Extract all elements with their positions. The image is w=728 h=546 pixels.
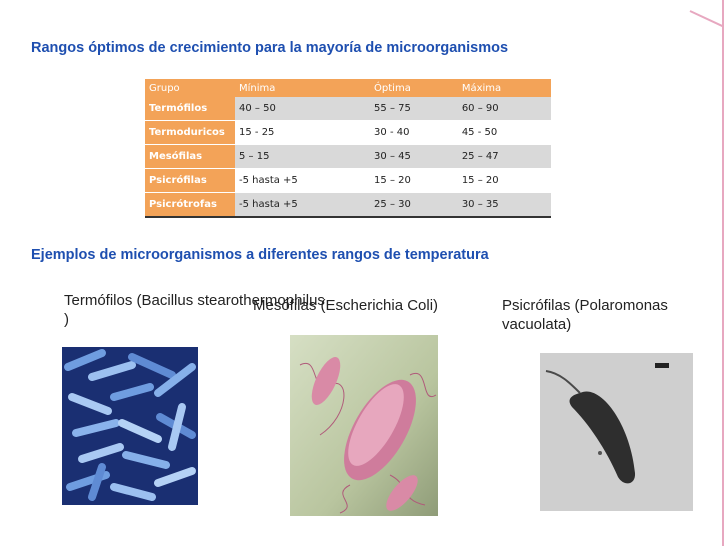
- bacillus-photo: [62, 347, 198, 505]
- table-cell: 30 – 35: [458, 193, 551, 218]
- table-cell: Termoduricos: [145, 121, 235, 145]
- column-header: Mínima: [235, 79, 370, 97]
- column-header: Grupo: [145, 79, 235, 97]
- caption-psychrophiles: Psicrófilas (Polaromonas vacuolata): [502, 297, 668, 333]
- table-cell: 25 – 30: [370, 193, 458, 218]
- table-cell: 15 - 25: [235, 121, 370, 145]
- ecoli-photo: [290, 335, 438, 516]
- table-cell: -5 hasta +5: [235, 193, 370, 218]
- table-cell: Mesófilas: [145, 145, 235, 169]
- table-cell: 30 - 40: [370, 121, 458, 145]
- table-cell: 40 – 50: [235, 97, 370, 121]
- heading-optimal-ranges: Rangos óptimos de crecimiento para la mayoría de microorganismos: [31, 40, 509, 56]
- table-cell: Termófilos: [145, 97, 235, 121]
- table-cell: 60 – 90: [458, 97, 551, 121]
- table-cell: Psicrófilas: [145, 169, 235, 193]
- table-cell: 5 – 15: [235, 145, 370, 169]
- table-header-row: [145, 79, 551, 97]
- column-header: Máxima: [458, 79, 551, 97]
- table-cell: 55 – 75: [370, 97, 458, 121]
- table-row: [145, 145, 551, 169]
- table-cell: 30 – 45: [370, 145, 458, 169]
- table-row: [145, 97, 551, 121]
- temperature-ranges-table: [145, 79, 551, 218]
- table-cell: 25 – 47: [458, 145, 551, 169]
- caption-mesophiles: Mesófilas (Escherichia Coli): [253, 297, 439, 314]
- table-row: [145, 193, 551, 218]
- table-cell: 15 – 20: [458, 169, 551, 193]
- table-row: [145, 121, 551, 145]
- frame-line-top-right: [690, 10, 723, 27]
- heading-examples: Ejemplos de microorganismos a diferentes rangos de temperatura: [31, 247, 489, 263]
- table-cell: 45 - 50: [458, 121, 551, 145]
- polaromonas-photo: [540, 353, 693, 511]
- table-row: [145, 169, 551, 193]
- frame-line-right: [722, 0, 724, 546]
- table-cell: Psicrótrofas: [145, 193, 235, 218]
- column-header: Óptima: [370, 79, 458, 97]
- table-cell: -5 hasta +5: [235, 169, 370, 193]
- table-cell: 15 – 20: [370, 169, 458, 193]
- caption-thermophiles: Termófilos (Bacillus stearothermophilus ): [64, 292, 325, 328]
